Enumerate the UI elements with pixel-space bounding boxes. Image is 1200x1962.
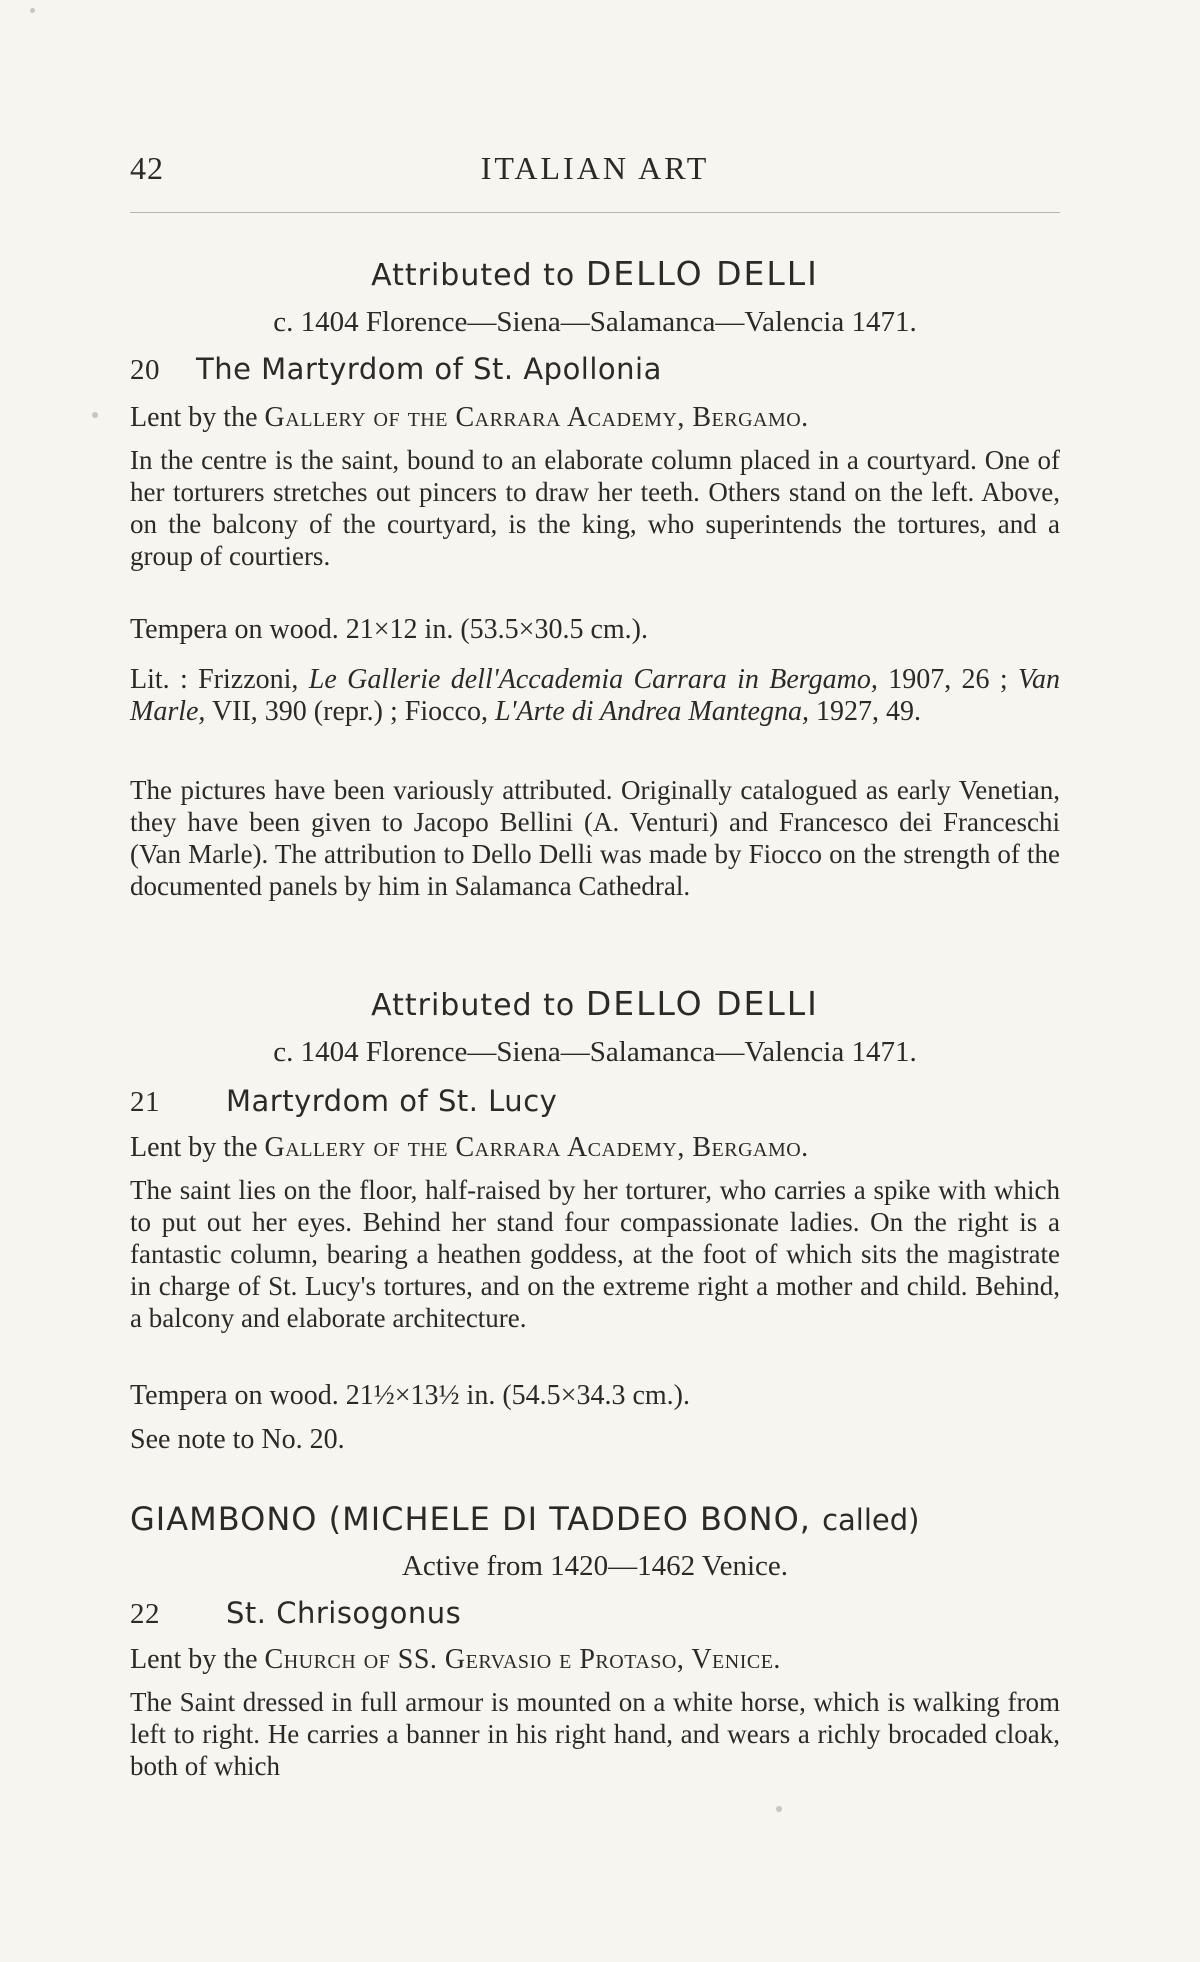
running-head: ITALIAN ART [480,150,710,186]
description-20: In the centre is the saint, bound to an elaborate column placed in a courtyard. One of her torturers stretches out pincers to draw her teeth. Others stand on the left. Above, on the balcony of the courtyard, is the king, who superintends the tortures, and a group of courtiers. [130,445,1060,571]
description-22: The Saint dressed in full armour is mounted on a white horse, which is walking from left to right. He carries a banner in his right hand, and wears a richly brocaded cloak, both of which [130,1687,1060,1781]
lender-name: Gallery of the Carrara Academy, Bergamo. [264,402,809,433]
description-21: The saint lies on the floor, half-raised by her torturer, who carries a spike with which to put out her eyes. Behind her stand four compassionate ladies. On the right is a fantastic column, bearing a heathen goddess, at the foot of which sits the magistrate in charge of St. Lucy's tortures, and on the extreme right a mother and child. Behind, a balcony and elaborate architecture. [130,1175,1060,1333]
catalogue-number: 21 [130,1086,160,1118]
lit-title: L'Arte di Andrea Mantegna, [494,696,809,727]
entry-title-22 [130,1596,1060,1631]
artist-suffix: called) [822,1503,920,1537]
lit-ref: 1927, 49. [815,696,921,727]
painting-title: St. Chrisogonus [226,1596,462,1630]
lender-name: Gallery of the Carrara Academy, Bergamo. [264,1132,809,1163]
lender-prefix: Lent by the [130,402,258,433]
lit-prefix: Lit. : Frizzoni, [130,664,299,695]
lit-ref: 1907, 26 ; [888,664,1008,695]
artist-dates-21: c. 1404 Florence—Siena—Salamanca—Valencia 1471. [273,1036,917,1068]
literature-20 [130,664,1060,728]
page-number: 42 [130,150,164,186]
lit-ref: VII, 390 (repr.) ; Fiocco, [211,696,488,727]
painting-title: Martyrdom of St. Lucy [226,1084,558,1118]
page-header [130,150,1060,194]
artist-name: GIAMBONO (MICHELE DI TADDEO BONO, [130,1500,811,1538]
catalogue-number: 22 [130,1598,160,1630]
note-21: See note to No. 20. [130,1424,345,1455]
paper-speck [92,412,98,418]
artist-dates-22: Active from 1420—1462 Venice. [401,1550,789,1582]
medium-20: Tempera on wood. 21×12 in. (53.5×30.5 cm.). [130,614,648,645]
paper-speck [776,1806,782,1812]
painting-title: The Martyrdom of St. Apollonia [196,352,662,386]
note-20: The pictures have been variously attributed. Originally catalogued as early Venetian, they have been given to Jacopo Bellini (A. Venturi) and Francesco dei Franceschi (Van Marle). The attribution to Dello Delli was made by Fiocco on the strength of the documented panels by him in Salamanca Cathedral. [130,775,1060,901]
paper-speck [30,8,35,13]
attribution-prefix: Attributed to [371,988,576,1023]
attribution-heading-20 [130,254,1060,293]
lit-title: Le Gallerie dell'Accademia Carrara in Bergamo, [308,664,878,695]
artist-dates-20: c. 1404 Florence—Siena—Salamanca—Valencia 1471. [273,306,917,338]
lender-prefix: Lent by the [130,1644,258,1675]
header-rule [130,212,1060,213]
lit-title: Van Marle, [130,664,1061,727]
lender-22 [130,1644,1060,1676]
entry-title-20 [130,352,1060,387]
entry-title-21 [130,1084,1060,1119]
attribution-artist: DELLO DELLI [585,984,819,1023]
lender-name: Church of SS. Gervasio e Protaso, Venice. [264,1644,781,1675]
artist-heading-22 [130,1500,1060,1538]
attribution-heading-21 [130,984,1060,1023]
lender-20 [130,402,1060,434]
attribution-artist: DELLO DELLI [585,254,819,293]
lender-21 [130,1132,1060,1164]
attribution-prefix: Attributed to [371,258,576,293]
lender-prefix: Lent by the [130,1132,258,1163]
catalogue-number: 20 [130,354,160,386]
medium-21: Tempera on wood. 21½×13½ in. (54.5×34.3 cm.). [130,1380,690,1411]
